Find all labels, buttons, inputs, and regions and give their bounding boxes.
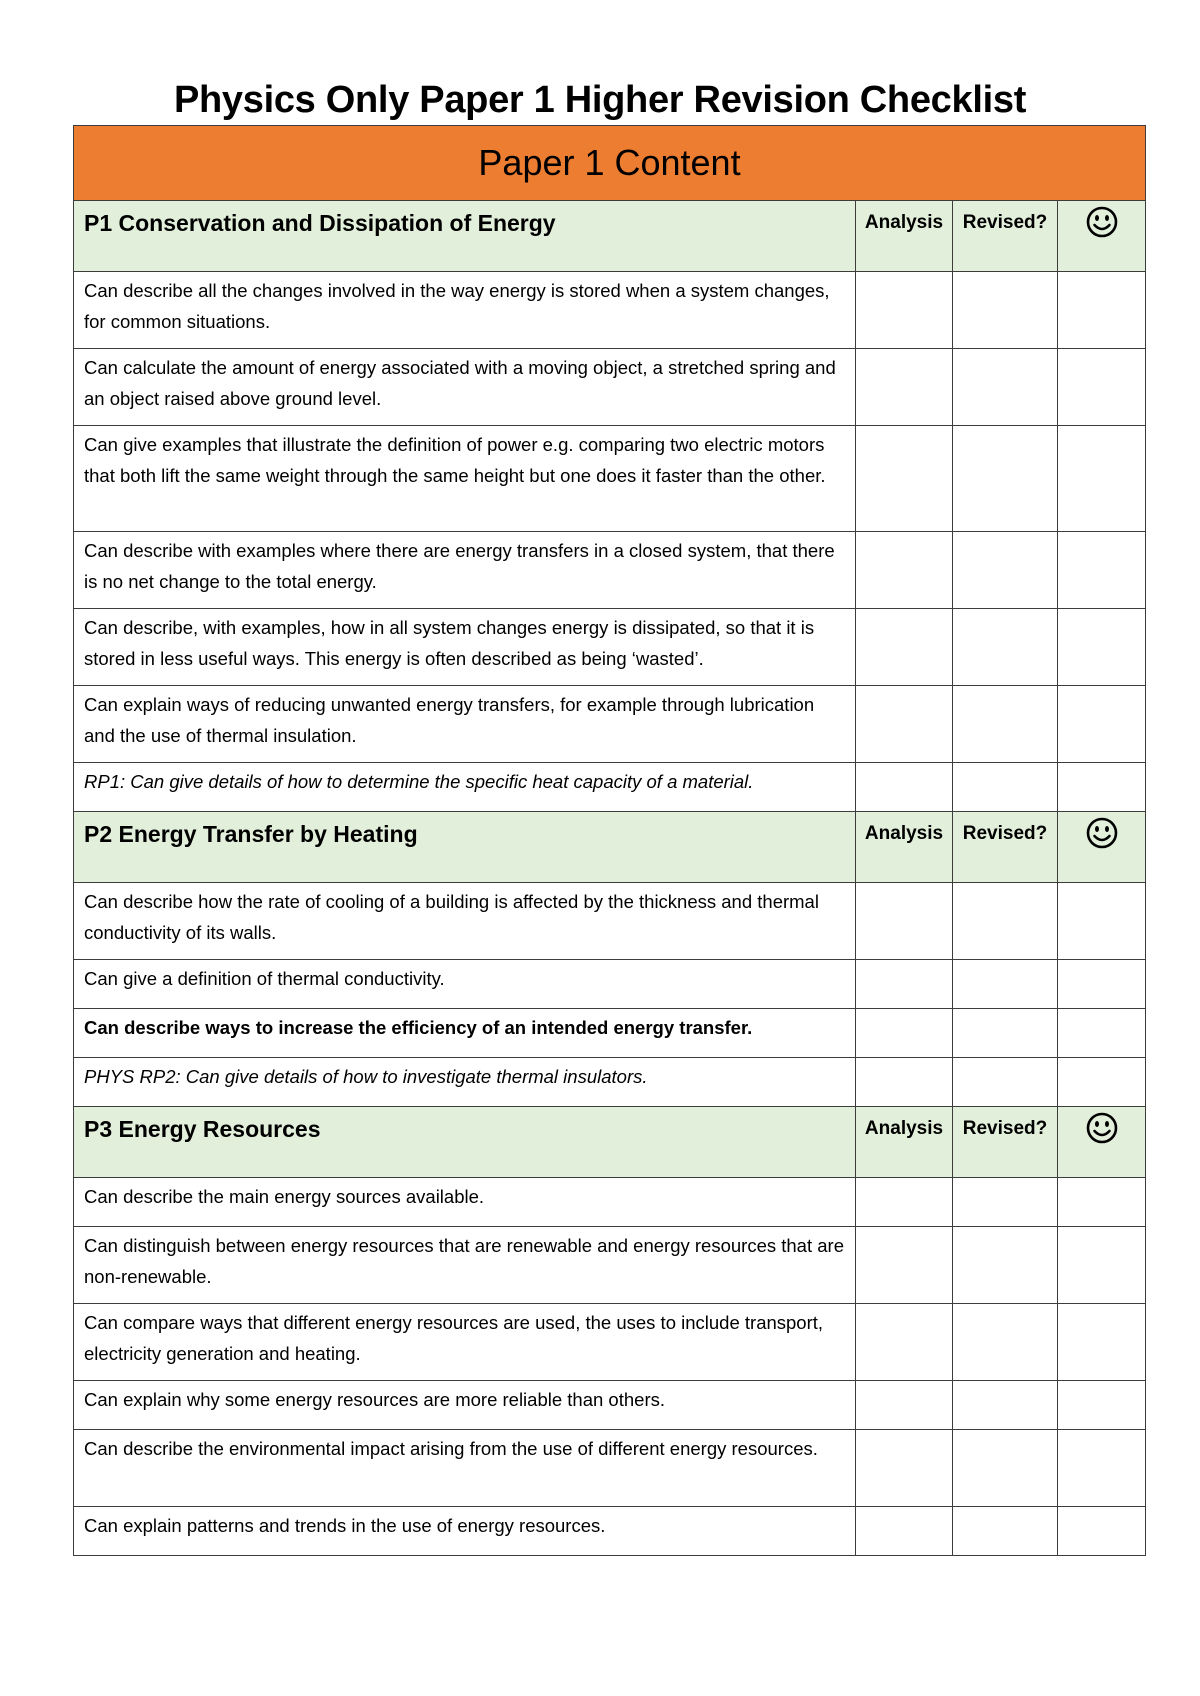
revised-column-header: Revised? — [953, 1107, 1058, 1178]
confidence-cell[interactable] — [1058, 763, 1146, 812]
checklist-row — [74, 686, 1146, 763]
checklist-item: Can describe how the rate of cooling of a building is affected by the thickness and thermal conductivity of its walls. — [74, 883, 856, 960]
checklist-row — [74, 426, 1146, 532]
paper-banner: Paper 1 Content — [74, 126, 1146, 201]
checklist-row — [74, 1009, 1146, 1058]
checklist-row — [74, 1430, 1146, 1507]
checklist-item: Can describe with examples where there are energy transfers in a closed system, that there is no net change to the total energy. — [74, 532, 856, 609]
analysis-cell[interactable] — [856, 532, 953, 609]
checklist-row — [74, 532, 1146, 609]
analysis-cell[interactable] — [856, 609, 953, 686]
revised-cell[interactable] — [953, 1507, 1058, 1556]
checklist-item: Can describe the environmental impact arising from the use of different energy resources. — [74, 1430, 856, 1507]
revised-cell[interactable] — [953, 763, 1058, 812]
checklist-item: Can compare ways that different energy resources are used, the uses to include transport, electricity generation and heating. — [74, 1304, 856, 1381]
analysis-cell[interactable] — [856, 1178, 953, 1227]
analysis-cell[interactable] — [856, 1430, 953, 1507]
confidence-cell[interactable] — [1058, 426, 1146, 532]
analysis-cell[interactable] — [856, 686, 953, 763]
checklist-row — [74, 1304, 1146, 1381]
checklist-item: Can explain patterns and trends in the use of energy resources. — [74, 1507, 856, 1556]
confidence-cell[interactable] — [1058, 1507, 1146, 1556]
confidence-cell[interactable] — [1058, 1381, 1146, 1430]
checklist-row — [74, 883, 1146, 960]
analysis-cell[interactable] — [856, 1304, 953, 1381]
checklist-table — [73, 125, 1146, 1556]
checklist-item: Can give a definition of thermal conductivity. — [74, 960, 856, 1009]
revised-cell[interactable] — [953, 1058, 1058, 1107]
analysis-column-header: Analysis — [856, 812, 953, 883]
smiley-face-icon — [1085, 816, 1119, 855]
revised-cell[interactable] — [953, 609, 1058, 686]
revised-cell[interactable] — [953, 1304, 1058, 1381]
checklist-row — [74, 960, 1146, 1009]
smiley-face-icon — [1085, 205, 1119, 244]
smiley-column-header — [1058, 812, 1146, 883]
revised-cell[interactable] — [953, 883, 1058, 960]
confidence-cell[interactable] — [1058, 1304, 1146, 1381]
confidence-cell[interactable] — [1058, 1009, 1146, 1058]
analysis-cell[interactable] — [856, 960, 953, 1009]
revised-cell[interactable] — [953, 1009, 1058, 1058]
banner-row — [74, 126, 1146, 201]
revised-cell[interactable] — [953, 426, 1058, 532]
revised-column-header: Revised? — [953, 201, 1058, 272]
confidence-cell[interactable] — [1058, 1178, 1146, 1227]
checklist-row — [74, 272, 1146, 349]
smiley-column-header — [1058, 1107, 1146, 1178]
checklist-row — [74, 1227, 1146, 1304]
confidence-cell[interactable] — [1058, 1058, 1146, 1107]
checklist-item: Can distinguish between energy resources that are renewable and energy resources that are non-renewable. — [74, 1227, 856, 1304]
section-header-p3 — [74, 1107, 1146, 1178]
analysis-column-header: Analysis — [856, 1107, 953, 1178]
revised-cell[interactable] — [953, 532, 1058, 609]
analysis-column-header: Analysis — [856, 201, 953, 272]
checklist-item: Can describe ways to increase the efficiency of an intended energy transfer. — [74, 1009, 856, 1058]
revised-column-header: Revised? — [953, 812, 1058, 883]
checklist-row — [74, 1178, 1146, 1227]
confidence-cell[interactable] — [1058, 609, 1146, 686]
checklist-row — [74, 763, 1146, 812]
analysis-cell[interactable] — [856, 763, 953, 812]
section-title: P1 Conservation and Dissipation of Energy — [74, 201, 856, 272]
analysis-cell[interactable] — [856, 1058, 953, 1107]
analysis-cell[interactable] — [856, 426, 953, 532]
section-header-p1 — [74, 201, 1146, 272]
checklist-item: Can explain why some energy resources are more reliable than others. — [74, 1381, 856, 1430]
smiley-column-header — [1058, 201, 1146, 272]
smiley-face-icon — [1085, 1111, 1119, 1150]
revised-cell[interactable] — [953, 272, 1058, 349]
revised-cell[interactable] — [953, 960, 1058, 1009]
checklist-item: Can describe, with examples, how in all system changes energy is dissipated, so that it is stored in less useful ways. This energy is often described as being ‘wasted’. — [74, 609, 856, 686]
checklist-item: Can calculate the amount of energy associated with a moving object, a stretched spring and an object raised above ground level. — [74, 349, 856, 426]
checklist-row — [74, 1507, 1146, 1556]
checklist-row — [74, 1058, 1146, 1107]
confidence-cell[interactable] — [1058, 883, 1146, 960]
checklist-item-practical: PHYS RP2: Can give details of how to investigate thermal insulators. — [74, 1058, 856, 1107]
revised-cell[interactable] — [953, 686, 1058, 763]
analysis-cell[interactable] — [856, 1227, 953, 1304]
analysis-cell[interactable] — [856, 1507, 953, 1556]
revised-cell[interactable] — [953, 1178, 1058, 1227]
confidence-cell[interactable] — [1058, 272, 1146, 349]
checklist-item: Can describe the main energy sources available. — [74, 1178, 856, 1227]
confidence-cell[interactable] — [1058, 532, 1146, 609]
section-title: P3 Energy Resources — [74, 1107, 856, 1178]
page-title: Physics Only Paper 1 Higher Revision Checklist — [173, 79, 1027, 121]
revised-cell[interactable] — [953, 1381, 1058, 1430]
confidence-cell[interactable] — [1058, 1430, 1146, 1507]
confidence-cell[interactable] — [1058, 686, 1146, 763]
checklist-item-practical: RP1: Can give details of how to determine the specific heat capacity of a material. — [74, 763, 856, 812]
confidence-cell[interactable] — [1058, 1227, 1146, 1304]
revised-cell[interactable] — [953, 1227, 1058, 1304]
analysis-cell[interactable] — [856, 349, 953, 426]
confidence-cell[interactable] — [1058, 960, 1146, 1009]
checklist-item: Can describe all the changes involved in the way energy is stored when a system changes, for common situations. — [74, 272, 856, 349]
revised-cell[interactable] — [953, 349, 1058, 426]
analysis-cell[interactable] — [856, 1381, 953, 1430]
checklist-item: Can give examples that illustrate the definition of power e.g. comparing two electric motors that both lift the same weight through the same height but one does it faster than the other. — [74, 426, 856, 532]
checklist-row — [74, 609, 1146, 686]
section-header-p2 — [74, 812, 1146, 883]
checklist-item: Can explain ways of reducing unwanted energy transfers, for example through lubrication and the use of thermal insulation. — [74, 686, 856, 763]
revised-cell[interactable] — [953, 1430, 1058, 1507]
analysis-cell[interactable] — [856, 1009, 953, 1058]
analysis-cell[interactable] — [856, 883, 953, 960]
checklist-row — [74, 1381, 1146, 1430]
analysis-cell[interactable] — [856, 272, 953, 349]
checklist-row — [74, 349, 1146, 426]
confidence-cell[interactable] — [1058, 349, 1146, 426]
section-title: P2 Energy Transfer by Heating — [74, 812, 856, 883]
